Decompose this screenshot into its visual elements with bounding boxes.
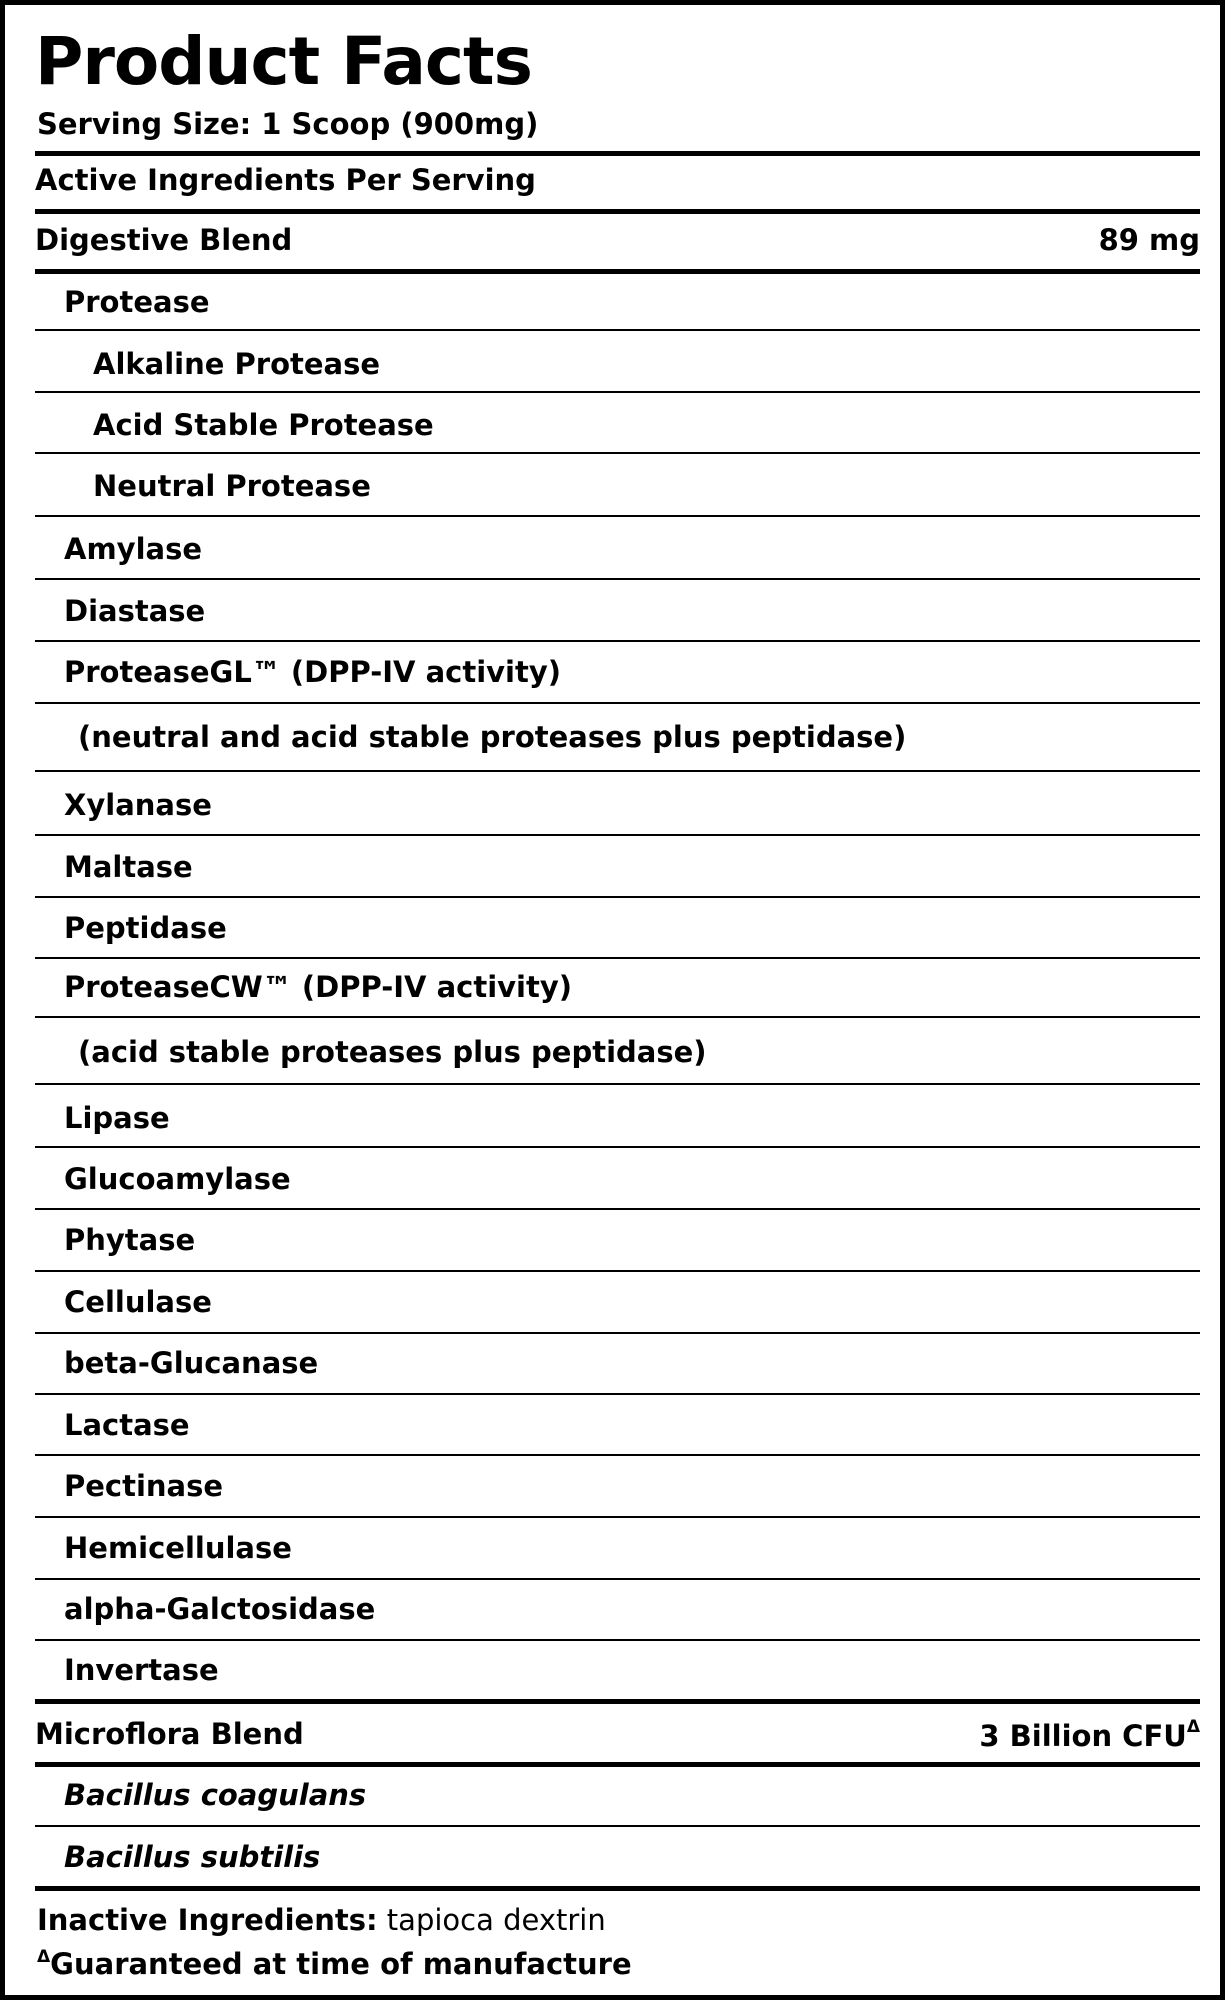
- ingredient-label: Protease: [64, 285, 210, 319]
- row-divider: [35, 640, 1200, 642]
- ingredient-label: (neutral and acid stable proteases plus peptidase): [78, 720, 907, 754]
- divider: [35, 209, 1200, 214]
- row-divider: [35, 1083, 1200, 1085]
- organism-label: Bacillus coagulans: [64, 1778, 367, 1812]
- ingredient-label: Neutral Protease: [93, 469, 371, 503]
- serving-size: Serving Size: 1 Scoop (900mg): [37, 107, 539, 141]
- ingredient-label: alpha-Galctosidase: [64, 1592, 376, 1626]
- row-divider: [35, 770, 1200, 772]
- ingredient-label: Phytase: [64, 1223, 196, 1257]
- row-divider: [35, 834, 1200, 836]
- row-divider: [35, 1016, 1200, 1018]
- delta-mark: Δ: [37, 1947, 51, 1967]
- divider: [35, 1886, 1200, 1891]
- ingredient-label: Amylase: [64, 532, 203, 566]
- row-divider: [35, 515, 1200, 517]
- divider: [35, 1762, 1200, 1767]
- ingredient-label: Glucoamylase: [64, 1162, 291, 1196]
- ingredient-label: (acid stable proteases plus peptidase): [78, 1035, 707, 1069]
- row-divider: [35, 1332, 1200, 1334]
- row-divider: [35, 578, 1200, 580]
- microflora-blend-amount: [979, 1717, 1200, 1753]
- ingredient-label: Diastase: [64, 594, 206, 628]
- delta-mark: Δ: [1186, 1717, 1200, 1737]
- digestive-blend-label: Digestive Blend: [35, 223, 293, 257]
- row-divider: [35, 1639, 1200, 1641]
- microflora-blend-label: Microflora Blend: [35, 1717, 304, 1751]
- microflora-amount-value: 3 Billion CFU: [979, 1719, 1187, 1753]
- row-divider: [35, 1393, 1200, 1395]
- row-divider: [35, 452, 1200, 454]
- inactive-label: Inactive Ingredients:: [37, 1903, 378, 1937]
- ingredient-label: Maltase: [64, 850, 193, 884]
- ingredient-label: Cellulase: [64, 1285, 212, 1319]
- inactive-value: tapioca dextrin: [386, 1903, 606, 1937]
- divider: [35, 269, 1200, 274]
- divider: [35, 151, 1200, 156]
- ingredient-label: Xylanase: [64, 788, 212, 822]
- ingredient-label: Invertase: [64, 1653, 219, 1687]
- row-divider: [35, 1208, 1200, 1210]
- organism-label: Bacillus subtilis: [64, 1840, 321, 1874]
- ingredient-label: Alkaline Protease: [93, 347, 381, 381]
- row-divider: [35, 702, 1200, 704]
- ingredient-label: Lactase: [64, 1408, 190, 1442]
- ingredient-label: Pectinase: [64, 1469, 224, 1503]
- digestive-blend-amount: 89 mg: [1098, 223, 1200, 257]
- row-divider: [35, 957, 1200, 959]
- section-header-label: Active Ingredients Per Serving: [35, 163, 536, 197]
- ingredient-label: beta-Glucanase: [64, 1346, 319, 1380]
- page-title: Product Facts: [35, 23, 532, 100]
- divider: [35, 1699, 1200, 1704]
- ingredient-label: Lipase: [64, 1101, 170, 1135]
- ingredient-label: ProteaseCW™ (DPP-IV activity): [64, 970, 572, 1004]
- inactive-ingredients: [37, 1903, 606, 1937]
- ingredient-label: Acid Stable Protease: [93, 408, 434, 442]
- row-divider: [35, 391, 1200, 393]
- row-divider: [35, 896, 1200, 898]
- ingredient-label: ProteaseGL™ (DPP-IV activity): [64, 655, 562, 689]
- row-divider: [35, 1578, 1200, 1580]
- ingredient-label: Hemicellulase: [64, 1531, 292, 1565]
- row-divider: [35, 329, 1200, 331]
- row-divider: [35, 1146, 1200, 1148]
- guarantee-text: Guaranteed at time of manufacture: [50, 1947, 632, 1981]
- row-divider: [35, 1270, 1200, 1272]
- guarantee-note: [37, 1947, 632, 1981]
- row-divider: [35, 1516, 1200, 1518]
- ingredient-label: Peptidase: [64, 911, 227, 945]
- row-divider: [35, 1825, 1200, 1827]
- row-divider: [35, 1454, 1200, 1456]
